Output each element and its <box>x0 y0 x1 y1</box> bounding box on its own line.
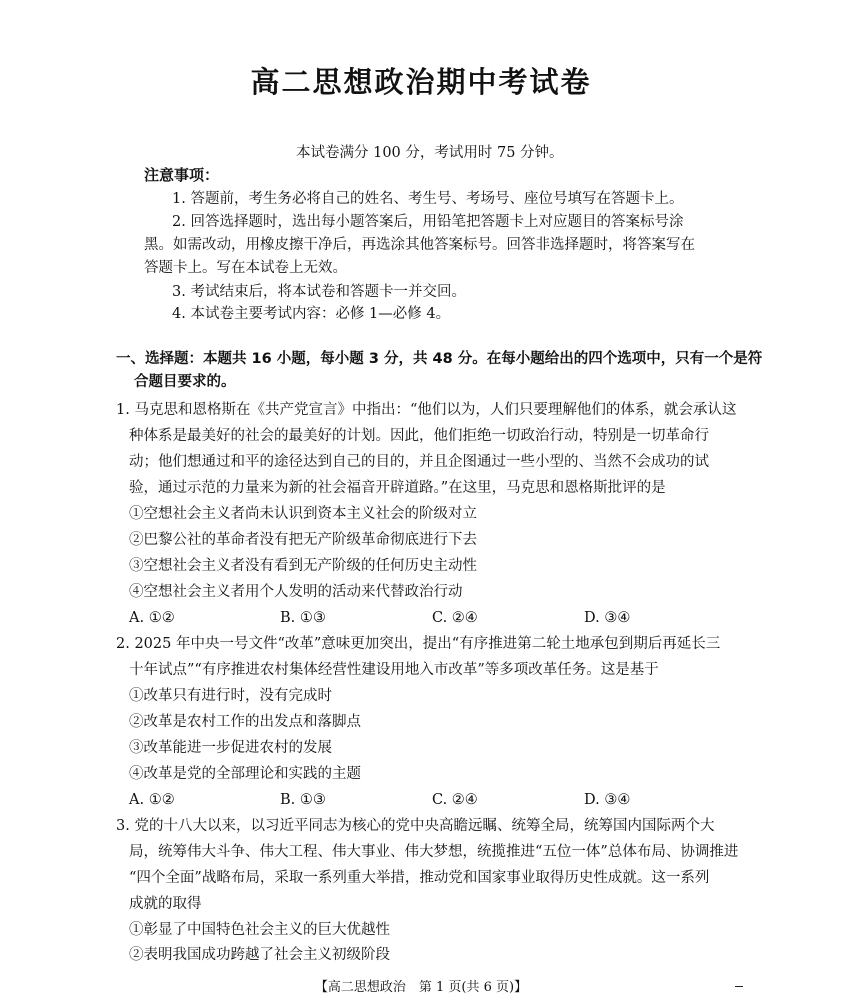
question-stem-line: 十年试点”“有序推进农村集体经营性建设用地入市改革”等多项改革任务。这是基于 <box>129 662 659 678</box>
question-item: ③改革能进一步促进农村的发展 <box>129 740 332 756</box>
question-stem-line: 3. 党的十八大以来，以习近平同志为核心的党中央高瞻远瞩、统筹全局，统筹国内国际两个大 <box>116 818 715 834</box>
notice-line: 4. 本试卷主要考试内容：必修 1—必修 4。 <box>172 306 451 322</box>
answer-option-b: B. ①③ <box>280 610 326 626</box>
notice-line: 1. 答题前，考生务必将自己的姓名、考生号、考场号、座位号填写在答题卡上。 <box>172 191 684 207</box>
question-stem-line: “四个全面”战略布局，采取一系列重大举措，推动党和国家事业取得历史性成就。这一系列 <box>129 870 710 886</box>
question-item: ①改革只有进行时，没有完成时 <box>129 688 332 704</box>
exam-subtitle: 本试卷满分 100 分，考试用时 75 分钟。 <box>296 145 564 161</box>
notice-heading: 注意事项： <box>144 166 220 184</box>
answer-option-a: A. ①② <box>129 610 175 626</box>
question-item: ①彰显了中国特色社会主义的巨大优越性 <box>129 922 390 938</box>
notice-line: 答题卡上。写在本试卷上无效。 <box>144 260 347 276</box>
question-item: ④空想社会主义者用个人发明的活动来代替政治行动 <box>129 584 463 600</box>
question-stem-line: 种体系是最美好的社会的最美好的计划。因此，他们拒绝一切政治行动，特别是一切革命行 <box>129 428 709 444</box>
question-stem-line: 局，统筹伟大斗争、伟大工程、伟大事业、伟大梦想，统揽推进“五位一体”总体布局、协调推进 <box>129 844 739 860</box>
question-item: ②表明我国成功跨越了社会主义初级阶段 <box>129 947 390 963</box>
answer-option-a: A. ①② <box>129 792 175 808</box>
question-stem-line: 验，通过示范的力量来为新的社会福音开辟道路。”在这里，马克思和恩格斯批评的是 <box>129 480 666 496</box>
question-stem-line: 动；他们想通过和平的途径达到自己的目的，并且企图通过一些小型的、当然不会成功的试 <box>129 454 709 470</box>
notice-line: 黑。如需改动，用橡皮擦干净后，再选涂其他答案标号。回答非选择题时，将答案写在 <box>144 237 695 253</box>
answer-option-d: D. ③④ <box>584 610 631 626</box>
section-heading-cont: 合题目要求的。 <box>134 374 236 390</box>
question-item: ③空想社会主义者没有看到无产阶级的任何历史主动性 <box>129 558 477 574</box>
answer-option-d: D. ③④ <box>584 792 631 808</box>
question-stem-line: 1. 马克思和恩格斯在《共产党宣言》中指出：“他们以为，人们只要理解他们的体系，就会承认这 <box>116 402 737 418</box>
corner-mark <box>735 986 743 987</box>
page-footer: 【高二思想政治 第 1 页(共 6 页)】 <box>314 980 528 995</box>
question-item: ②改革是农村工作的出发点和落脚点 <box>129 714 361 730</box>
page-title: 高二思想政治期中考试卷 <box>250 65 592 99</box>
answer-option-c: C. ②④ <box>432 610 478 626</box>
answer-option-b: B. ①③ <box>280 792 326 808</box>
question-item: ①空想社会主义者尚未认识到资本主义社会的阶级对立 <box>129 506 477 522</box>
notice-line: 3. 考试结束后，将本试卷和答题卡一并交回。 <box>172 284 466 300</box>
notice-line: 2. 回答选择题时，选出每小题答案后，用铅笔把答题卡上对应题目的答案标号涂 <box>172 214 684 230</box>
question-item: ④改革是党的全部理论和实践的主题 <box>129 766 361 782</box>
answer-option-c: C. ②④ <box>432 792 478 808</box>
question-item: ②巴黎公社的革命者没有把无产阶级革命彻底进行下去 <box>129 532 477 548</box>
section-heading: 一、选择题：本题共 16 小题，每小题 3 分，共 48 分。在每小题给出的四个选项中，只有一个是符 <box>116 351 763 367</box>
question-stem-line: 成就的取得 <box>129 896 202 912</box>
question-stem-line: 2. 2025 年中央一号文件“改革”意味更加突出，提出“有序推进第二轮土地承包到期后再延长三 <box>116 636 721 652</box>
